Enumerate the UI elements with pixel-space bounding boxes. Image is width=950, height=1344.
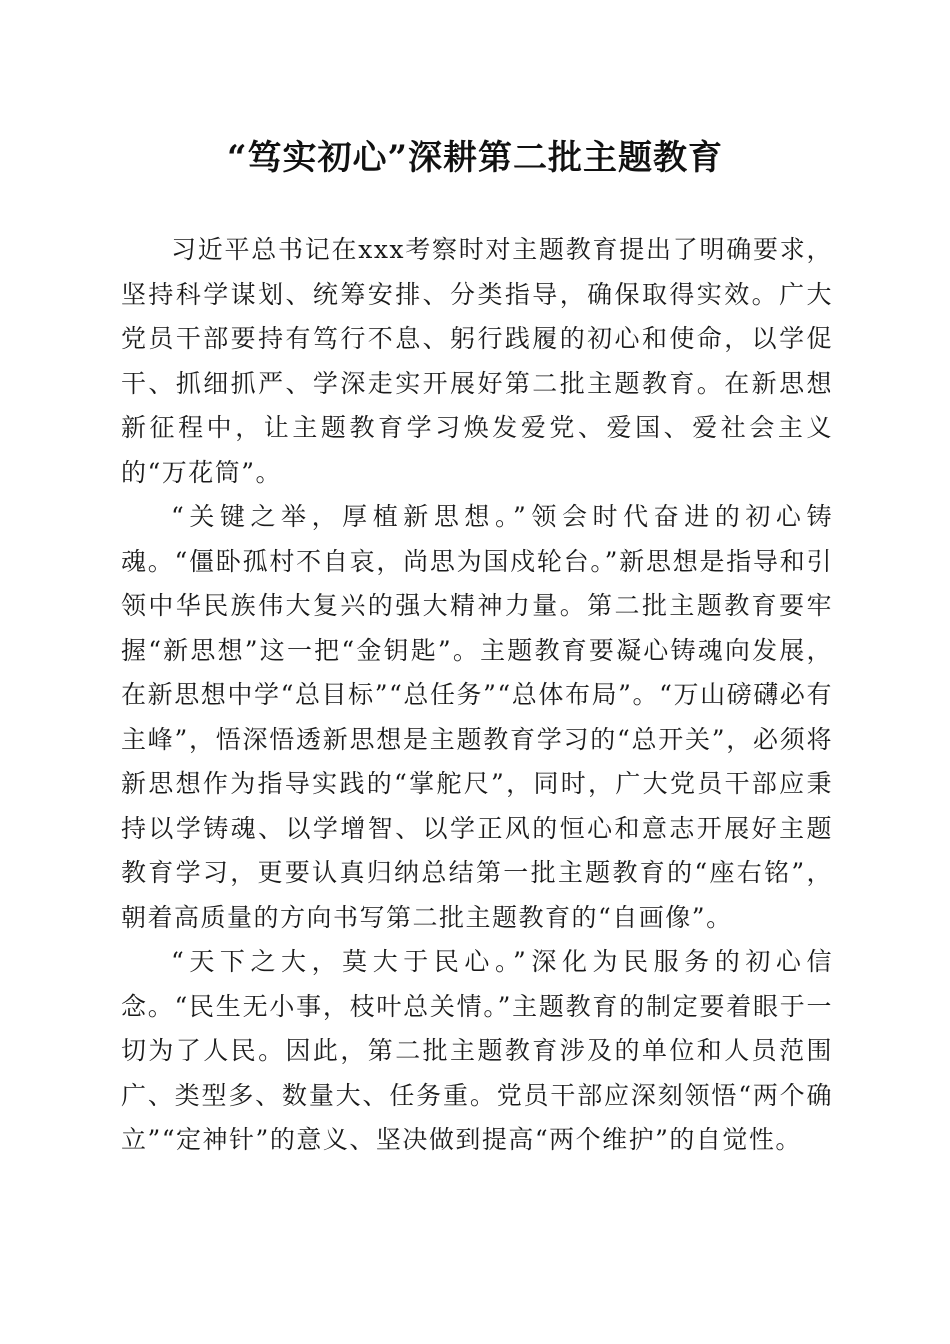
paragraph-1: 习近平总书记在xxx考察时对主题教育提出了明确要求，坚持科学谋划、统筹安排、分类指导，确保取得实效。广大党员干部要持有笃行不息、躬行践履的初心和使命，以学促干、抓细抓严、学深走实开展好第二批主题教育。在新思想新征程中，让主题教育学习焕发爱党、爱国、爱社会主义的“万花筒”。 [121, 235, 833, 487]
paragraph-2: “关键之举，厚植新思想。”领会时代奋进的初心铸魂。“僵卧孤村不自哀，尚思为国戍轮台。”新思想是指导和引领中华民族伟大复兴的强大精神力量。第二批主题教育要牢握“新思想”这一把“金钥匙”。主题教育要凝心铸魂向发展，在新思想中学“总目标”“总任务”“总体布局”。“万山磅礴必有主峰”，悟深悟透新思想是主题教育学习的“总开关”，必须将新思想作为指导实践的“掌舵尺”，同时，广大党员干部应秉持以学铸魂、以学增智、以学正风的恒心和意志开展好主题教育学习，更要认真归纳总结第一批主题教育的“座右铭”，朝着高质量的方向书写第二批主题教育的“自画像”。 [121, 502, 833, 932]
document-title: “笃实初心”深耕第二批主题教育 [226, 138, 724, 178]
paragraph-3: “天下之大，莫大于民心。”深化为民服务的初心信念。“民生无小事，枝叶总关情。”主题教育的制定要着眼于一切为了人民。因此，第二批主题教育涉及的单位和人员范围广、类型多、数量大、任务重。党员干部应深刻领悟“两个确立”“定神针”的意义、坚决做到提高“两个维护”的自觉性。 [121, 947, 833, 1154]
document-body [121, 228, 833, 1163]
